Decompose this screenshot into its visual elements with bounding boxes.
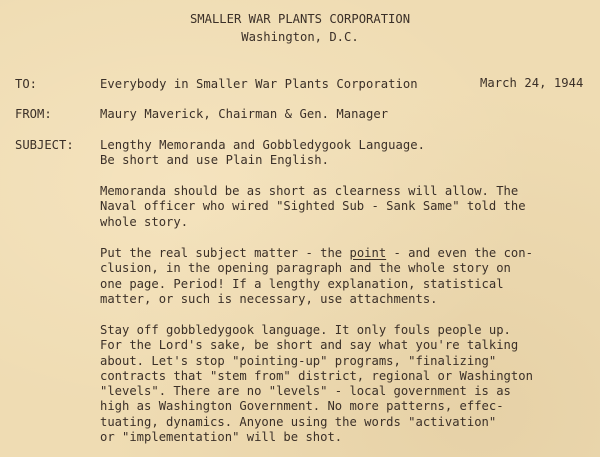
to-label: TO: [15, 77, 38, 91]
paragraph-3-line: tuating, dynamics. Anyone using the words "activation" [100, 414, 497, 429]
organization-location: Washington, D.C. [241, 30, 359, 44]
from-label: FROM: [15, 107, 52, 121]
paragraph-3 [100, 323, 533, 445]
paragraph-2 [100, 246, 533, 307]
subject-label: SUBJECT: [15, 138, 74, 152]
subject-line-2: Be short and use Plain English. [100, 153, 330, 167]
subject-line-1: Lengthy Memoranda and Gobbledygook Language. [100, 138, 426, 152]
paragraph-2-line: Put the real subject matter - the point - and even the con- [100, 246, 533, 260]
paragraph-3-line: about. Let's stop "pointing-up" programs, "finalizing" [100, 353, 497, 368]
paragraph-3-line: contracts that "stem from" district, regional or Washington [100, 368, 533, 383]
paragraph-3-line: high as Washington Government. No more patterns, effec- [100, 399, 504, 414]
paragraph-2-line: one page. Period! If a lengthy explanation, statistical [100, 276, 504, 291]
paragraph-2-line: clusion, in the opening paragraph and the whole story on [100, 261, 511, 276]
paragraph-3-line: For the Lord's sake, be short and say what you're talking [100, 338, 519, 353]
paragraph-3-line: or "implementation" will be shot. [100, 430, 343, 445]
underlined-point: point [349, 246, 387, 260]
paragraph-3-line: Stay off gobbledygook language. It only fouls people up. [100, 323, 511, 337]
to-value: Everybody in Smaller War Plants Corporation [100, 77, 418, 91]
paragraph-1 [100, 184, 526, 230]
organization-name: SMALLER WAR PLANTS CORPORATION [189, 12, 411, 26]
memo-date: March 24, 1944 [480, 76, 584, 90]
paragraph-1-line: whole story. [100, 214, 189, 229]
paragraph-1-line: Naval officer who wired "Sighted Sub - Sank Same" told the [100, 199, 526, 214]
paragraph-1-line: Memoranda should be as short as clearness will allow. The [100, 184, 519, 198]
from-value: Maury Maverick, Chairman & Gen. Manager [100, 107, 389, 121]
paragraph-2-line: matter, or such is necessary, use attachments. [100, 291, 438, 306]
paragraph-3-line: "levels". There are no "levels" - local government is as [100, 384, 511, 399]
